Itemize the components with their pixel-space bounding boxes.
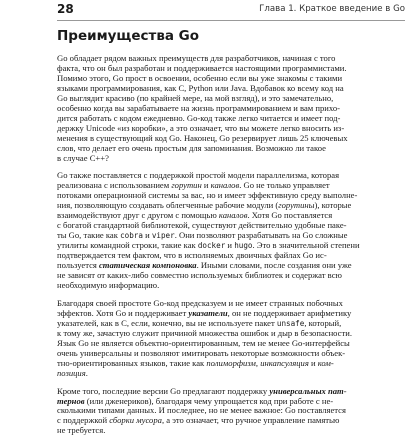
text-run: дится работать с кодом ежедневно. Go-код также легко читается и имеет под- <box>57 112 341 123</box>
text-run: Кроме того, последние версии Go предлагают поддержку <box>57 385 270 396</box>
paragraph <box>57 299 405 379</box>
text-line <box>57 359 405 369</box>
text-line <box>57 369 405 379</box>
emphasis-text: указатели <box>188 307 228 318</box>
emphasis-text: инкапсуляция <box>260 357 309 368</box>
text-run: Go также поставляется с поддержкой простой модели параллелизма, которая <box>57 170 340 181</box>
paragraph <box>57 387 405 437</box>
running-title: Глава 1. Краткое введение в Go <box>259 4 405 14</box>
text-run: не требуется. <box>57 425 106 436</box>
text-run: , который, <box>304 317 342 328</box>
text-run: указателей, как в C, если, конечно, вы не используете пакет <box>57 317 277 328</box>
emphasis-text: каналов <box>210 180 240 191</box>
text-run: к тому же, зачастую служит причиной множества ошибок и дыр в безопасности. <box>57 327 353 338</box>
emphasis-text: каналов <box>218 210 248 221</box>
text-run: , он не поддерживает арифметику <box>227 307 352 318</box>
text-run: (или дженериков), благодаря чему упрощается код при работе с не- <box>84 395 334 406</box>
text-line <box>57 281 405 291</box>
body-text <box>57 54 405 444</box>
text-run: эффектов. Хотя Go и поддерживает <box>57 307 189 318</box>
text-run: с богатой стандартной библиотекой, существуют действительно удобные паке- <box>57 220 347 231</box>
paragraph <box>57 171 405 290</box>
text-run: Go обладает рядом важных преимуществ для разработчиков, начиная с того <box>57 53 336 63</box>
text-run: Язык Go не является объектно-ориентированным, тем не менее Go-интерфейсы <box>57 337 350 348</box>
text-run: в случае C++? <box>57 152 109 163</box>
text-run: менения в существующий код Go. Наконец, Go резервирует лишь 25 ключевых <box>57 132 348 143</box>
emphasis-text: универсальных пат- <box>269 385 347 396</box>
text-run: . <box>85 367 88 378</box>
text-run: очень универсальны и позволяют имитировать некоторые возможности объек- <box>57 347 346 358</box>
text-run: ния, позволяющую создавать облегченные рабочие модули ( <box>57 200 279 211</box>
text-run: . Хотя Go поставляется <box>247 210 333 221</box>
text-run: . Go не только управляет <box>239 180 330 191</box>
text-run: и <box>225 240 235 251</box>
text-run: слов, что делает его очень простым для запоминания. Возможно ли такое <box>57 142 326 153</box>
paragraph <box>57 54 405 163</box>
text-line <box>57 154 405 164</box>
text-run: Благодаря своей простоте Go-код предсказуем и не имеет странных побочных <box>57 297 343 308</box>
text-run: Go выглядит красиво (по крайней мере, на мой взгляд), и это замечательно, <box>57 92 334 103</box>
text-run: . Иными словами, после создания они уже <box>196 260 352 271</box>
text-run: ), которые <box>314 200 352 211</box>
text-run: тно-ориентированных языков, такие как <box>57 357 207 368</box>
emphasis-text: позиция <box>57 367 86 378</box>
text-run: держку Unicode «из коробки», а это означает, что вы можете легко вносить из- <box>57 122 345 133</box>
text-run: и <box>201 180 211 191</box>
text-run: потоками операционной системы за вас, но и имеет эффективную среду выполне- <box>57 190 358 201</box>
text-run: пользуется <box>57 260 99 271</box>
text-run: и <box>308 357 318 368</box>
emphasis-text: горутины <box>278 200 315 211</box>
text-run: утилиты командной строки, такие как <box>57 240 198 251</box>
inline-code: hugo <box>234 241 253 251</box>
text-run: . Они позволяют разрабатывать на Go сложные <box>174 230 348 241</box>
text-line <box>57 144 405 154</box>
emphasis-text: ком- <box>317 357 334 368</box>
text-run: необходимую информацию. <box>57 279 160 290</box>
text-run: и <box>142 230 152 241</box>
text-run: . Это в значительной степени <box>252 240 360 251</box>
inline-code: viper <box>151 231 175 241</box>
emphasis-text: сборки мусора <box>109 415 162 426</box>
text-run: взаимодействуют друг с другом с помощью <box>57 210 219 221</box>
inline-code: cobra <box>120 231 143 241</box>
page-header <box>57 0 405 21</box>
emphasis-text: полиморфизм <box>206 357 256 368</box>
text-run: , <box>255 357 261 368</box>
text-run: подтверждается тем фактом, что в исполняемых двоичных файлах Go ис- <box>57 250 327 261</box>
text-run: ты Go, такие как <box>57 230 121 241</box>
inline-code: docker <box>197 241 226 251</box>
emphasis-text: горутин <box>171 180 202 191</box>
page-number: 28 <box>57 2 74 16</box>
inline-code: unsafe <box>276 318 305 328</box>
section-title: Преимущества Go <box>57 28 200 44</box>
text-run: не зависят от каких-либо совместно используемых библиотек и содержат всю <box>57 270 342 281</box>
text-run: с поддержкой <box>57 415 110 426</box>
text-line <box>57 416 405 426</box>
text-run: Помимо этого, Go прост в освоении, особенно если вы уже знакомы с такими <box>57 72 343 83</box>
text-run: языками программирования, как C, Python или Java. Вдобавок ко всему код на <box>57 82 344 93</box>
text-line <box>57 426 405 436</box>
emphasis-text: тернов <box>57 395 85 406</box>
text-run: реализована с использованием <box>57 180 172 191</box>
text-run: факта, что он был разработан и поддерживается настоящими программистами. <box>57 62 347 73</box>
text-run: , а это означает, что ручное управление памятью <box>161 415 340 426</box>
text-run: сколькими типами данных. И последнее, но не менее важное: Go поставляется <box>57 405 346 416</box>
emphasis-text: статическая компоновка <box>98 260 197 271</box>
text-run: особенно когда вы зарабатываете на жизнь программированием и вам прихо- <box>57 102 341 113</box>
